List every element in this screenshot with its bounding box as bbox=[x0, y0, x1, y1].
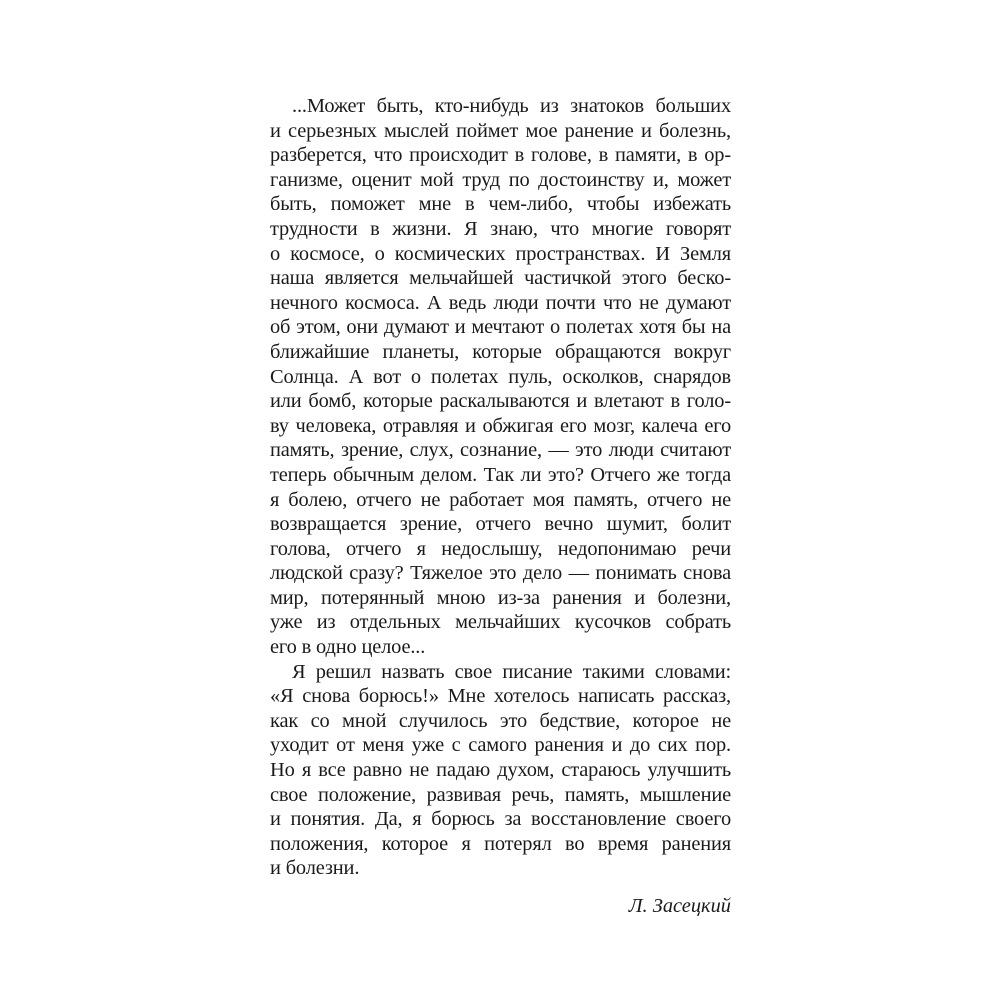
text-line: нечного космоса. А ведь люди почти что не думают bbox=[270, 291, 731, 314]
text-line: уходит от меня уже с самого ранения и до сих пор. bbox=[270, 734, 731, 757]
text-line: теперь обычным делом. Так ли это? Отчего же тогда bbox=[270, 463, 731, 486]
author-signature: Л. Засецкий bbox=[628, 895, 731, 917]
paragraph-1 bbox=[270, 94, 731, 660]
text-line: или бомб, которые раскалываются и влетают в голо- bbox=[270, 390, 731, 413]
text-line: разберется, что происходит в голове, в памяти, в ор- bbox=[270, 144, 731, 167]
text-line: память, зрение, слух, сознание, — это люди считают bbox=[270, 439, 731, 462]
text-line: о космосе, о космических пространствах. И Земля bbox=[270, 242, 731, 265]
text-line: и серьезных мыслей поймет мое ранение и болезнь, bbox=[270, 119, 731, 142]
text-line: Но я все равно не падаю духом, стараюсь улучшить bbox=[270, 759, 731, 782]
text-line: положения, которое я потерял во время ранения bbox=[270, 832, 731, 855]
text-line: я болею, отчего не работает моя память, отчего не bbox=[270, 488, 731, 511]
text-line: возвращается зрение, отчего вечно шумит, болит bbox=[270, 513, 731, 536]
text-line: быть, поможет мне в чем-либо, чтобы избежать bbox=[270, 193, 731, 216]
text-line: «Я снова борюсь!» Мне хотелось написать рассказ, bbox=[270, 685, 731, 708]
text-line: голова, отчего я недослышу, недопонимаю речи bbox=[270, 537, 731, 560]
text-line: свое положение, развивая речь, память, мышление bbox=[270, 783, 731, 806]
text-line: ...Может быть, кто-нибудь из знатоков больших bbox=[292, 95, 731, 117]
text-line: наша является мельчайшей частичкой этого беско- bbox=[270, 267, 731, 290]
text-line: его в одно целое... bbox=[270, 636, 426, 659]
text-line: ганизме, оценит мой труд по достоинству и, может bbox=[270, 168, 731, 191]
text-line: об этом, они думают и мечтают о полетах хотя бы на bbox=[270, 316, 731, 339]
text-line: трудности в жизни. Я знаю, что многие говорят bbox=[270, 217, 731, 240]
text-line: Солнца. А вот о полетах пуль, осколков, снарядов bbox=[270, 365, 731, 388]
text-line: и понятия. Да, я борюсь за восстановление своего bbox=[270, 808, 731, 831]
text-line: ву человека, отравляя и обжигая его мозг, калеча его bbox=[270, 414, 731, 437]
text-line: ближайшие планеты, которые обращаются вокруг bbox=[270, 340, 731, 363]
text-line: Я решил назвать свое писание такими словами: bbox=[292, 660, 731, 683]
text-line: как со мной случилось это бедствие, которое не bbox=[270, 709, 731, 732]
paragraph-2 bbox=[270, 660, 731, 881]
text-line: уже из отдельных мельчайших кусочков собрать bbox=[270, 611, 731, 634]
text-line: и болезни. bbox=[270, 857, 360, 880]
page-text-block bbox=[270, 94, 731, 917]
text-line: людской сразу? Тяжелое это дело — понимать снова bbox=[270, 562, 731, 585]
text-line: мир, потерянный мною из-за ранения и болезни, bbox=[270, 586, 731, 609]
